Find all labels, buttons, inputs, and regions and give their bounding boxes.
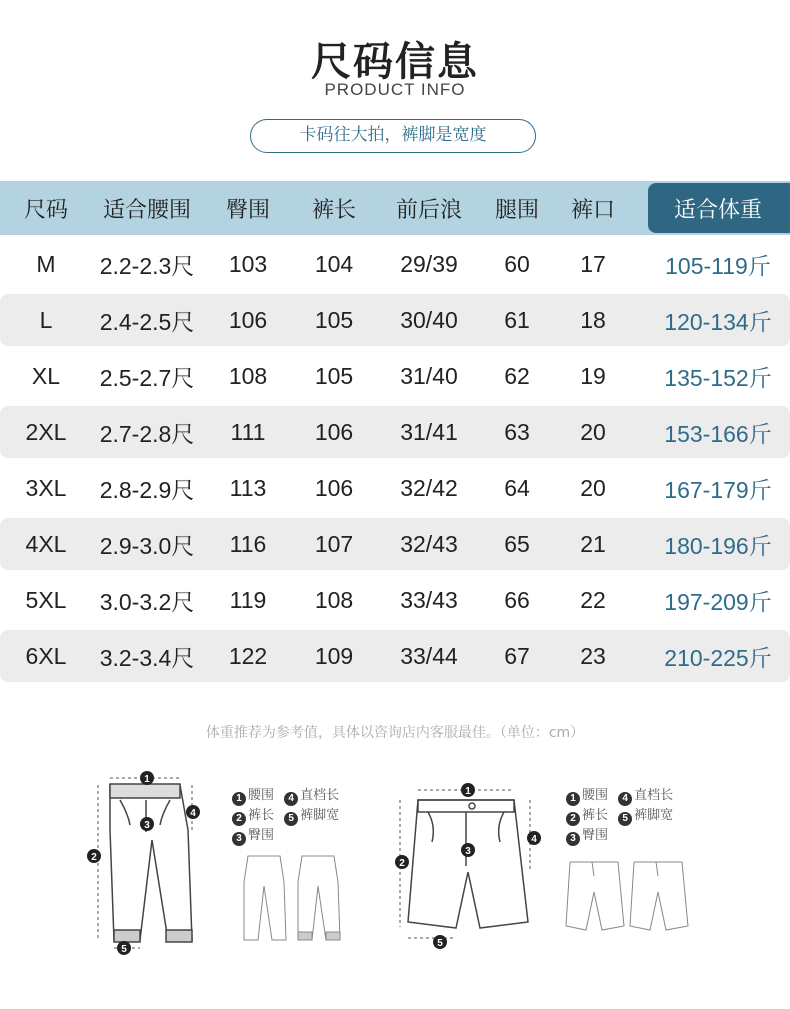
svg-text:1: 1 [465,786,471,797]
cell-size: L [39,306,53,333]
table-row [0,630,790,682]
cell-rise: 29/39 [400,250,458,277]
table-header-weight [0,181,790,235]
cell-size: 4XL [25,530,67,557]
legend-item: 5 裤脚宽 [618,806,673,826]
col-header-size: 尺码 [23,197,68,223]
cell-weight: 153-166斤 [664,420,772,447]
long-pants-diagram [80,770,220,960]
shorts-thumbnails [564,856,694,936]
legend-item: 4 直档长 [618,786,673,806]
cell-thigh: 62 [504,362,530,389]
cell-weight: 197-209斤 [664,588,772,615]
cell-size: M [36,250,56,277]
legend-item: 2 裤长 [232,806,274,826]
cell-thigh: 66 [504,586,530,613]
cell-length: 106 [314,418,354,445]
cell-leg-opening: 22 [580,586,606,613]
cell-rise: 33/43 [400,586,458,613]
cell-waist: 3.0-3.2尺 [99,588,195,615]
cell-rise: 31/41 [400,418,458,445]
cell-rise: 31/40 [400,362,458,389]
cell-size: 3XL [25,474,67,501]
footnote: 体重推荐为参考值，具体以咨询店内客服最佳。（单位：cm） [205,725,585,741]
svg-text:3: 3 [465,846,471,857]
table-row [0,406,790,458]
cell-thigh: 65 [504,530,530,557]
cell-length: 107 [314,530,354,557]
legend-item: 3 臀围 [566,826,608,846]
long-pants-legend [232,786,352,846]
cell-hip: 111 [230,418,266,445]
cell-thigh: 63 [504,418,530,445]
cell-thigh: 61 [504,306,530,333]
cell-hip: 122 [228,642,268,669]
col-header-waist: 适合腰围 [102,197,191,223]
page-subtitle: PRODUCT INFO [324,80,466,99]
cell-hip: 106 [228,306,268,333]
shorts-diagram [388,782,548,952]
svg-text:5: 5 [121,944,127,955]
cell-waist: 2.2-2.3尺 [99,252,195,279]
cell-length: 105 [314,362,354,389]
cell-thigh: 64 [504,474,530,501]
cell-length: 109 [314,642,354,669]
cell-weight: 105-119斤 [665,252,771,279]
cell-hip: 108 [228,362,268,389]
col-header-length: 裤长 [311,197,356,223]
cell-leg-opening: 18 [580,306,606,333]
svg-text:2: 2 [91,852,97,863]
legend-item: 4 直档长 [284,786,339,806]
cell-weight: 135-152斤 [664,364,772,391]
cell-size: 6XL [25,642,67,669]
cell-hip: 103 [228,250,268,277]
cell-thigh: 67 [504,642,530,669]
table-row [0,294,790,346]
cell-waist: 2.8-2.9尺 [99,476,195,503]
cell-leg-opening: 23 [580,642,606,669]
legend-item: 2 裤长 [566,806,608,826]
long-pants-thumbnails [240,852,350,944]
cell-thigh: 60 [504,250,530,277]
cell-waist: 2.5-2.7尺 [99,364,195,391]
svg-text:2: 2 [399,858,405,869]
col-header-thigh: 腿围 [494,197,539,223]
cell-waist: 2.9-3.0尺 [99,532,195,559]
col-header-rise: 前后浪 [395,197,462,223]
cell-rise: 32/42 [400,474,458,501]
cell-leg-opening: 17 [580,250,606,277]
cell-leg-opening: 20 [580,474,606,501]
legend-item: 1 腰围 [566,786,608,806]
table-row [0,462,790,514]
cell-hip: 113 [229,474,267,501]
cell-hip: 116 [229,530,267,557]
cell-rise: 32/43 [400,530,458,557]
cell-waist: 3.2-3.4尺 [99,644,195,671]
cell-length: 105 [314,306,354,333]
table-row [0,518,790,570]
col-header-leg-opening: 裤口 [570,197,615,223]
cell-leg-opening: 19 [580,362,606,389]
cell-rise: 33/44 [400,642,458,669]
legend-item: 5 裤脚宽 [284,806,339,826]
svg-text:3: 3 [144,820,150,831]
cell-size: 2XL [25,418,67,445]
cell-length: 108 [314,586,354,613]
cell-rise: 30/40 [400,306,458,333]
svg-text:1: 1 [144,774,150,785]
cell-size: 5XL [25,586,67,613]
cell-leg-opening: 21 [580,530,606,557]
table-row [0,238,790,290]
cell-waist: 2.4-2.5尺 [99,308,195,335]
cell-length: 106 [314,474,354,501]
cell-hip: 119 [229,586,267,613]
svg-text:4: 4 [190,808,196,819]
table-row [0,574,790,626]
cell-weight: 210-225斤 [664,644,772,671]
cell-size: XL [31,362,61,389]
shorts-legend [566,786,690,846]
col-header-hip: 臀围 [225,197,270,223]
table-row [0,350,790,402]
col-header-weight: 适合体重 [673,197,762,223]
cell-leg-opening: 20 [580,418,606,445]
page-title: 尺码信息 [311,39,479,85]
legend-item: 1 腰围 [232,786,274,806]
svg-text:4: 4 [531,834,537,845]
svg-text:5: 5 [437,938,443,949]
cell-weight: 180-196斤 [664,532,772,559]
cell-length: 104 [314,250,354,277]
size-tip-badge: 卡码往大拍，裤脚是宽度 [250,119,536,153]
cell-weight: 167-179斤 [664,476,772,503]
legend-item: 3 臀围 [232,826,274,846]
cell-waist: 2.7-2.8尺 [99,420,195,447]
cell-weight: 120-134斤 [664,308,772,335]
